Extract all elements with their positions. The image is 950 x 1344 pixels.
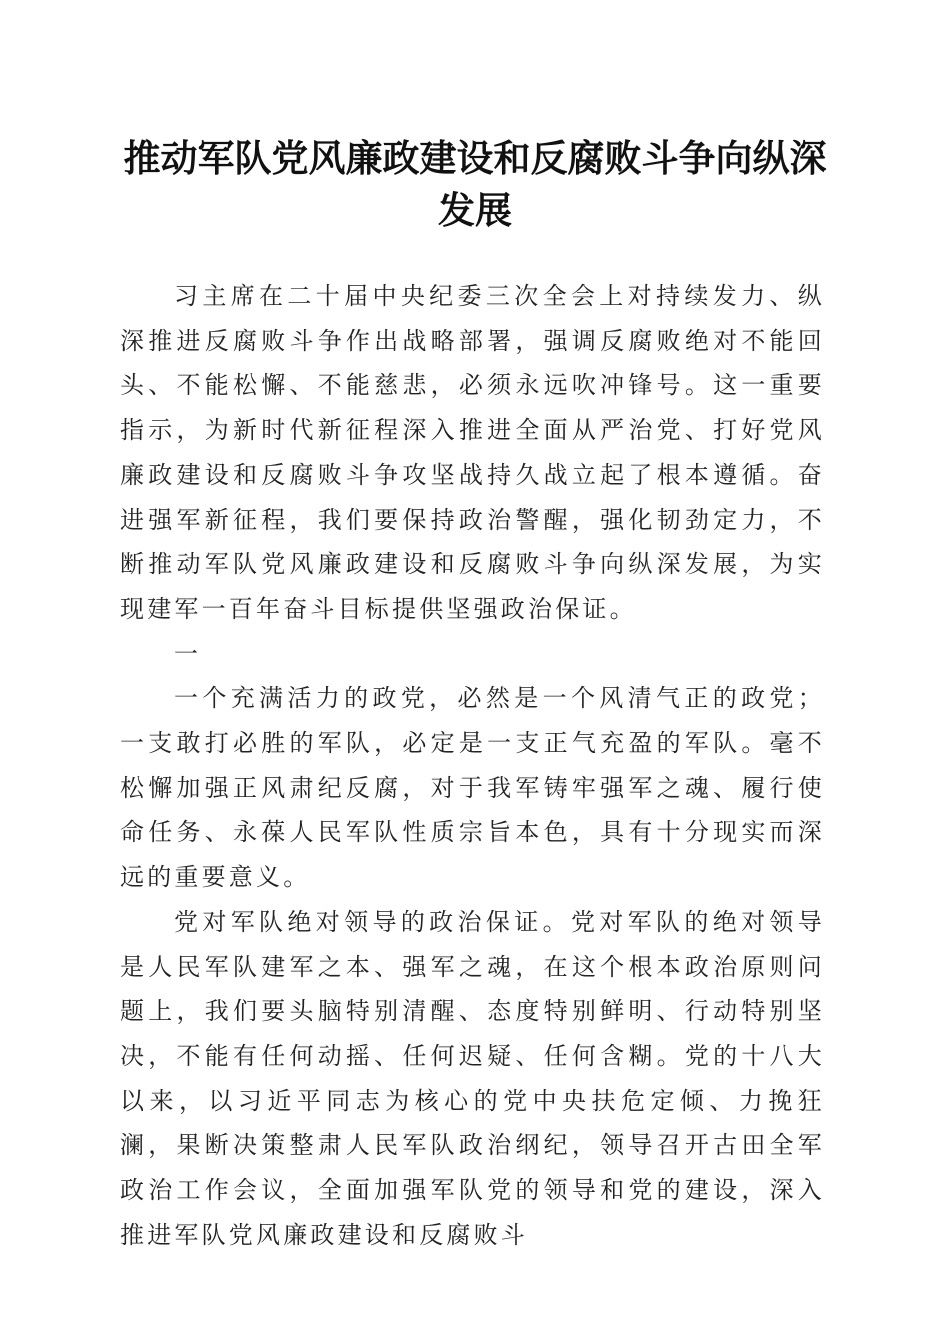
paragraph-intro: 习主席在二十届中央纪委三次全会上对持续发力、纵深推进反腐败斗争作出战略部署，强调反腐败绝对不能回头、不能松懈、不能慈悲，必须永远吹冲锋号。这一重要指示，为新时代新征程深入推进全面从严治党、打好党风廉政建设和反腐败斗争攻坚战持久战立起了根本遵循。奋进强军新征程，我们要保持政治警醒，强化韧劲定力，不断推动军队党风廉政建设和反腐败斗争向纵深发展，为实现建军一百年奋斗目标提供坚强政治保证。 bbox=[120, 282, 825, 623]
document-body bbox=[120, 274, 825, 1257]
paragraph-significance: 一个充满活力的政党，必然是一个风清气正的政党；一支敢打必胜的军队，必定是一支正气充盈的军队。毫不松懈加强正风肃纪反腐，对于我军铸牢强军之魂、履行使命任务、永葆人民军队性质宗旨本色，具有十分现实而深远的重要意义。 bbox=[120, 684, 825, 892]
section-number: 一 bbox=[174, 639, 202, 668]
document-title: 推动军队党风廉政建设和反腐败斗争向纵深发展 bbox=[123, 136, 827, 232]
paragraph-political-guarantee: 党对军队绝对领导的政治保证。党对军队的绝对领导是人民军队建军之本、强军之魂，在这个根本政治原则问题上，我们要头脑特别清醒、态度特别鲜明、行动特别坚决，不能有任何动摇、任何迟疑、任何含糊。党的十八大以来，以习近平同志为核心的党中央扶危定倾、力挽狂澜，果断决策整肃人民军队政治纲纪，领导召开古田全军政治工作会议，全面加强军队党的领导和党的建设，深入推进军队党风廉政建设和反腐败斗 bbox=[120, 907, 825, 1249]
